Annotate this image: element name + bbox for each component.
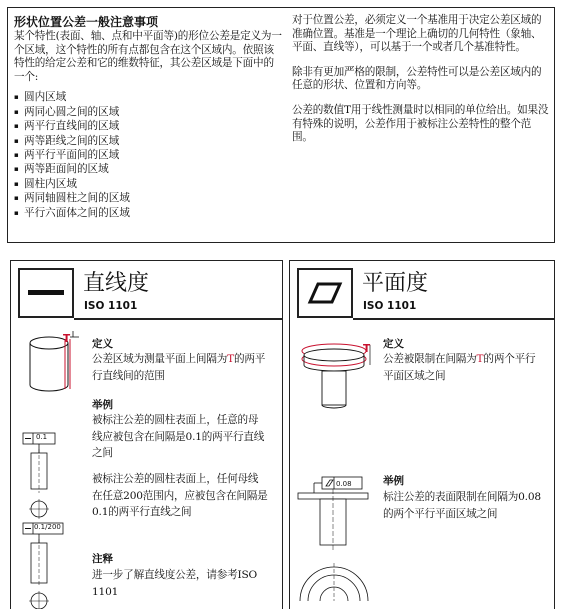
tolerance-value-paragraph: 公差的数值T用于线性测量时以相同的单位给出。如果没有特殊的说明，公差作用于被标注公差特性的整个范围。: [292, 103, 549, 144]
definition-t-symbol: T: [476, 353, 484, 365]
list-item: ▪ 两等距面间的区域: [14, 162, 282, 176]
t-marker-label: T: [363, 343, 371, 355]
parallelogram-icon: [308, 281, 342, 305]
notes-left-column: [14, 14, 282, 220]
list-item: ▪ 两平行平面间的区域: [14, 148, 282, 162]
tolerance-zone-list: [14, 90, 282, 220]
list-item: ▪ 圆柱内区域: [14, 177, 282, 191]
example-text: 标注公差的表面限制在间隔为0.08的两个平行平面区域之间: [383, 491, 541, 520]
notes-right-column: [292, 14, 550, 145]
example-2-drawing-icon: [21, 521, 65, 609]
definition-text: [383, 351, 543, 384]
definition-t-symbol: T: [227, 353, 234, 365]
definition-text-part: 的两个平行平面区域之间: [383, 353, 536, 382]
example-2-text: 被标注公差的圆柱表面上，任何母线在任意200范围内，应被包含在间隔是0.1的两平行直线之间: [92, 473, 268, 518]
note-label: 注释: [92, 553, 113, 565]
definition-text-part: 公差区域为测量平面上间隔为: [92, 353, 228, 365]
flatness-panel: [289, 260, 555, 609]
list-item: ▪ 两等距线之间的区域: [14, 134, 282, 148]
tolerance-value-1: 0.1: [36, 433, 48, 441]
header-divider: [74, 318, 282, 320]
example-1-drawing-icon: [21, 431, 61, 531]
t-marker-label: T: [63, 333, 71, 345]
flatness-symbol-icon: [297, 268, 353, 318]
note-text: 进一步了解直线度公差，请参考ISO 1101: [92, 569, 258, 598]
example-label: 举例: [92, 399, 113, 411]
cylinder-diagram-icon: [29, 329, 89, 391]
list-item: ▪ 平行六面体之间的区域: [14, 206, 282, 220]
example-1-text: 被标注公差的圆柱表面上，任意的母线应被包含在间隔是0.1的两平行直线之间: [92, 414, 265, 459]
panel-standard: ISO 1101: [363, 300, 417, 312]
panel-title: 直线度: [83, 271, 150, 296]
example-label: 举例: [383, 475, 404, 487]
definition-label: 定义: [92, 338, 113, 350]
tolerance-value-2: 0.1/200: [34, 523, 61, 531]
definition-label: 定义: [383, 338, 404, 350]
definition-text-part: 公差被限制在间隔为: [383, 353, 477, 365]
general-notes-box: [7, 7, 555, 243]
panel-title: 平面度: [362, 271, 429, 296]
straightness-symbol-icon: [18, 268, 74, 318]
datum-paragraph: 对于位置公差，必须定义一个基准用于决定公差区域的准确位置。基准是一个理论上确切的几何特性（象轴、平面、直线等），可以基于一个或者几个基准特性。: [292, 14, 542, 54]
definition-text-part: 的两平行直线间的范围: [92, 353, 266, 382]
panel-standard: ISO 1101: [84, 300, 138, 312]
list-item: ▪ 两平行直线间的区域: [14, 119, 282, 133]
notes-intro-paragraph: 某个特性(表面、轴、点和中平面等)的形位公差是定义为一个区域，这个特性的所有点都包含在这个区域内。依照该特性的给定公差和它的维数特征，其公差区域是下面中的一个:: [14, 30, 282, 83]
list-item: ▪ 两同心圆之间的区域: [14, 105, 282, 119]
definition-text: [92, 351, 268, 384]
tolerance-value: 0.08: [336, 480, 352, 488]
header-divider: [353, 318, 554, 320]
straightness-panel: [10, 260, 283, 609]
form-freedom-paragraph: 除非有更加严格的限制，公差特性可以是公差区域内的任意的形状、位置和方向等。: [292, 65, 542, 92]
flatness-example-drawing-icon: [296, 473, 376, 603]
list-item: ▪ 圆内区域: [14, 90, 282, 104]
list-item: ▪ 两同轴圆柱之间的区域: [14, 191, 282, 205]
straight-line-icon: [28, 289, 64, 297]
notes-heading: 形状位置公差一般注意事项: [14, 15, 159, 29]
